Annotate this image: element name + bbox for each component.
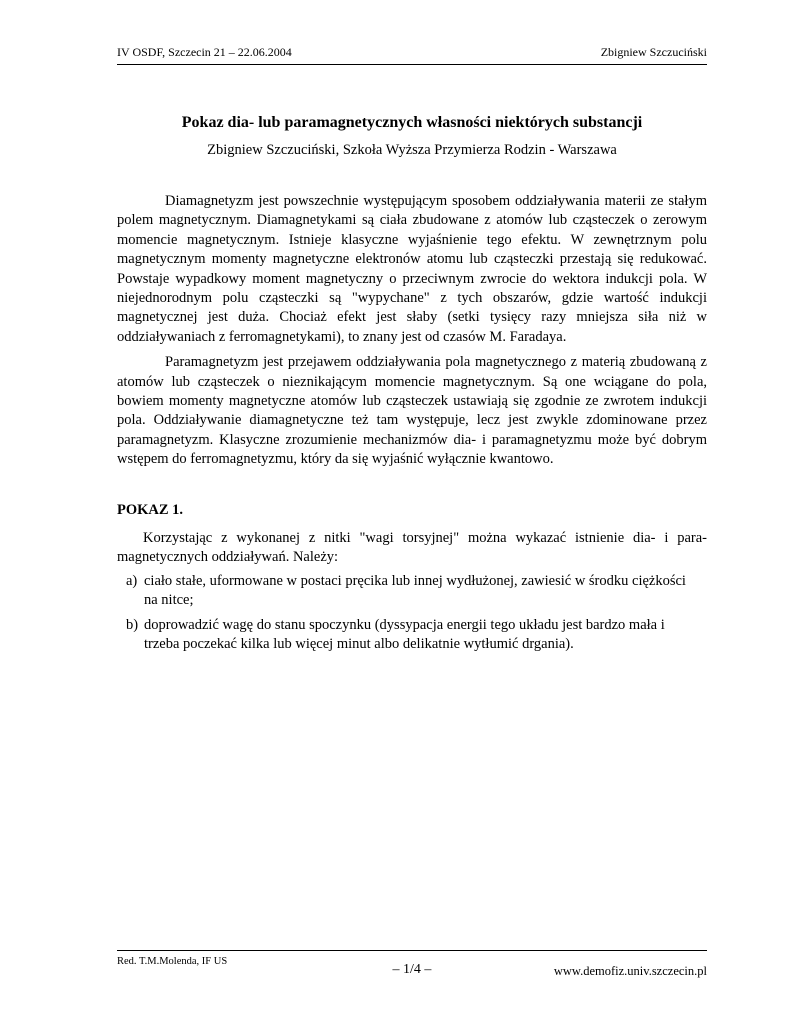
list-item-text: doprowadzić wagę do stanu spoczynku (dyssypacja energii tego układu jest bardzo mała i trzeba poczekać kilka lub więcej minut albo delikatnie wytłumić drgania).	[144, 616, 665, 653]
page-footer	[117, 950, 707, 991]
section-title: POKAZ 1.	[117, 502, 184, 518]
page-number: – 1/4 –	[392, 962, 432, 977]
header-author: Zbigniew Szczuciński	[600, 45, 707, 59]
document-author: Zbigniew Szczuciński, Szkoła Wyższa Przymierza Rodzin - Warszawa	[207, 142, 617, 158]
header-conference: IV OSDF, Szczecin 21 – 22.06.2004	[117, 45, 292, 59]
list-item-text: ciało stałe, uformowane w postaci pręcika lub innej wydłużonej, zawiesić w środku ciężkości na nitce;	[144, 573, 686, 609]
paragraph-diamagnetism: Diamagnetyzm jest powszechnie występującym sposobem oddziaływania materii ze stałym polem magnetycznym. Diamagnetykami są ciała zbudowane z atomów lub cząsteczek o zerowym momencie magnetycznym. Istnieje klasyczne wyjaśnienie tego efektu. W zewnętrznym polu magnetycznym momenty magnetyczne elektronów atomu lub cząsteczki przestają się redukować. Powstaje wypadkowy moment magnetyczny o przeciwnym zwrocie do wektora indukcji pola. W niejednorodnym polu cząsteczki są "wypychane" z tych obszarów, gdzie wartość indukcji magnetycznej jest duża. Chociaż efekt jest słaby (setki tysięcy razy mniejsza siła niż w oddziaływaniach z ferromagnetykami), to znany jest od czasów M. Faradaya.	[117, 193, 707, 345]
footer-website: www.demofiz.univ.szczecin.pl	[553, 964, 707, 978]
page-header	[117, 42, 707, 65]
document-title: Pokaz dia- lub paramagnetycznych własności niektórych substancji	[181, 114, 643, 131]
list-item	[126, 616, 691, 655]
footer-editor: Red. T.M.Molenda, IF US	[117, 956, 228, 967]
instruction-list	[126, 572, 691, 660]
body-text	[117, 192, 707, 470]
section-intro-block	[117, 529, 707, 568]
section-intro: Korzystając z wykonanej z nitki "wagi torsyjnej" można wykazać istnienie dia- i para-magnetycznych oddziaływań. Należy:	[117, 530, 707, 566]
list-marker: a)	[126, 573, 138, 589]
list-item	[126, 572, 691, 611]
list-marker: b)	[126, 616, 139, 633]
paragraph-paramagnetism: Paramagnetyzm jest przejawem oddziaływania pola magnetycznego z materią zbudowaną z atomów lub cząsteczek o nieznikającym momencie magnetycznym. Są one wciągane do pola, bowiem momenty magnetyczne atomów lub cząsteczek ustawiają się zgodnie ze zwrotem indukcji pola. Oddziaływanie diamagnetyczne też tam występuje, lecz jest zwykle zdominowane przez paramagnetyzm. Klasyczne zrozumienie mechanizmów dia- i paramagnetyzmu może być dobrym wstępem do ferromagnetyzmu, który da się wyjaśnić wyłącznie kwantowo.	[117, 354, 707, 468]
